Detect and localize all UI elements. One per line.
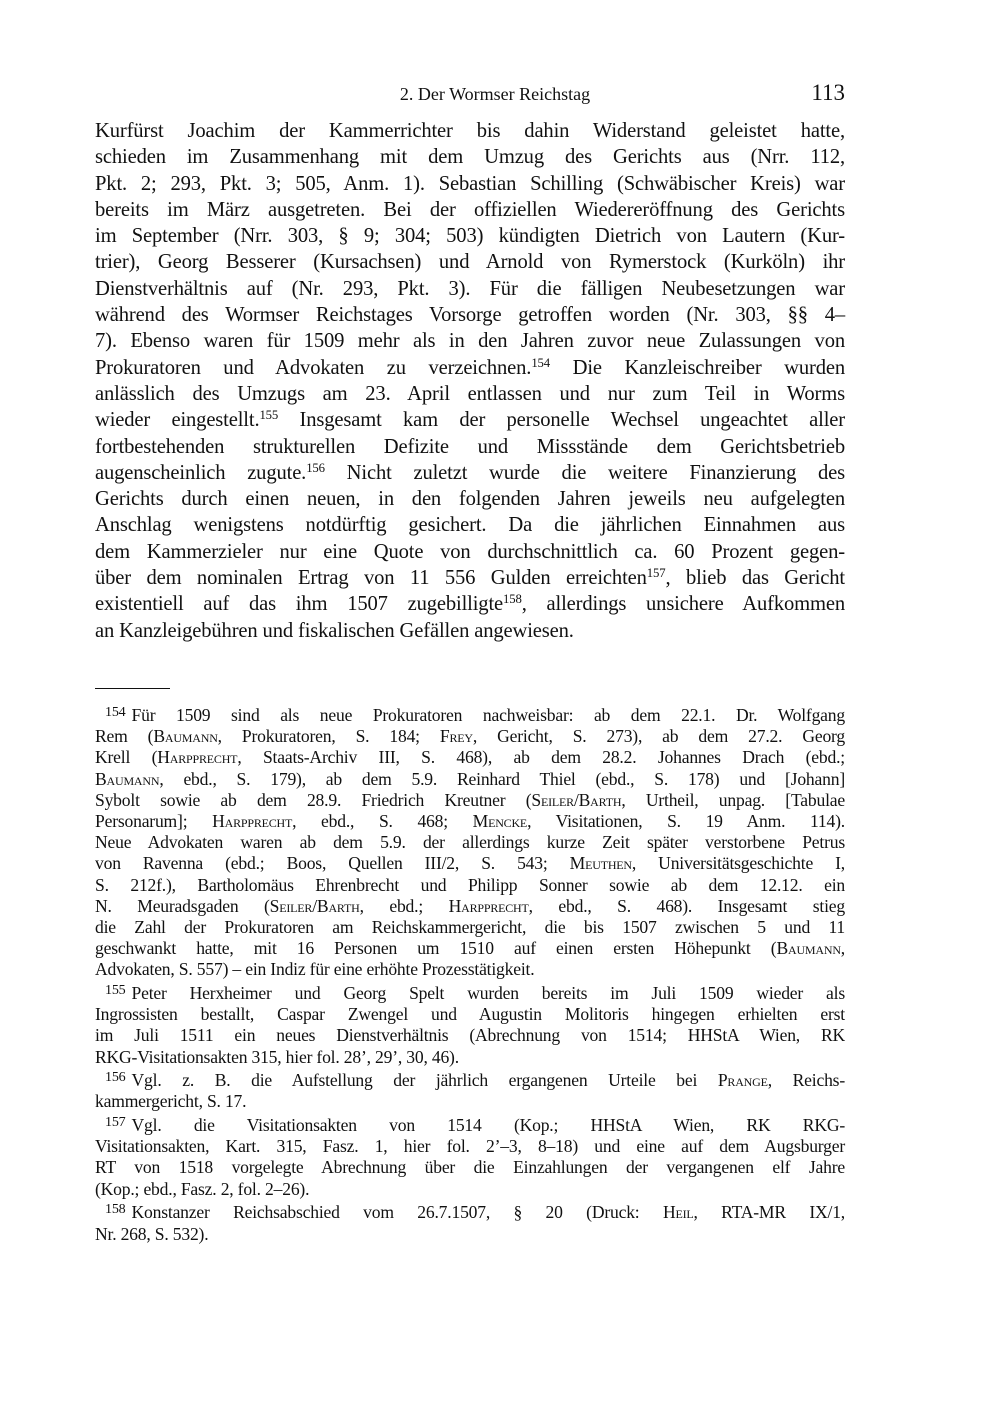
- text-run: (Kop.; ebd., Fasz. 2, fol. 2–26).: [95, 1178, 310, 1199]
- footnote-number: 157: [105, 1114, 126, 1131]
- text-run: RT von 1518 vorgelegte Abrechnung über die Einzahlungen der vergangenen elf Jahre: [95, 1157, 845, 1178]
- footnote-154: [95, 705, 845, 980]
- text-run: , ebd.;: [359, 895, 449, 916]
- text-run: , ebd., S. 179), ab dem 5.9. Reinhard Thiel (ebd., S. 178) und [Johann]: [159, 768, 845, 789]
- text-run: Krell (: [95, 747, 158, 768]
- text-run: Advokaten, S. 557) – ein Indiz für eine erhöhte Prozesstätigkeit.: [95, 959, 535, 980]
- running-head: [95, 80, 845, 110]
- text-line: [95, 705, 845, 726]
- author-name: Meuthen: [569, 853, 632, 874]
- text-run: Personarum];: [95, 810, 213, 831]
- text-run: die Zahl der Prokuratoren am Reichskammergericht, die bis 1507 zwischen 5 und 11: [95, 916, 845, 937]
- text-run: Nr. 268, S. 532).: [95, 1223, 209, 1244]
- text-line: [95, 223, 845, 249]
- footnote-158: [95, 1202, 845, 1244]
- text-line: [95, 539, 845, 565]
- text-line: [95, 959, 845, 980]
- text-run: Die Kanzleischreiber wurden: [550, 356, 845, 379]
- text-line: [95, 1136, 845, 1157]
- text-run: , RTA-MR IX/1,: [693, 1202, 845, 1223]
- text-line: [95, 875, 845, 896]
- text-run: Peter Herxheimer und Georg Spelt wurden bereits im Juli 1509 wieder als: [131, 982, 845, 1003]
- text-run: , Urtheil, unpag. [Tabulae: [621, 789, 845, 810]
- text-run: Für 1509 sind als neue Prokuratoren nachweisbar: ab dem 22.1. Dr. Wolfgang: [131, 705, 845, 725]
- text-line: [95, 896, 845, 917]
- text-run: , Universitätsgeschichte I,: [631, 853, 846, 874]
- text-run: im Juli 1511 ein neues Dienstverhältnis (Abrechnung von 1514; HHStA Wien, RK: [95, 1025, 845, 1046]
- chapter-title: 2. Der Wormser Reichstag: [399, 84, 591, 104]
- footnote-reference: 154: [531, 355, 551, 370]
- text-run: , Staats-Archiv III, S. 468), ab dem 28.2. Johannes Drach (ebd.;: [237, 747, 845, 768]
- text-line: [95, 790, 845, 811]
- text-run: , Reichs-: [767, 1070, 845, 1091]
- text-line: [95, 381, 845, 407]
- text-line: [95, 726, 845, 747]
- text-run: Vgl. die Visitationsakten von 1514 (Kop.; HHStA Wien, RK RKG-: [131, 1115, 845, 1136]
- footnote-156: [95, 1070, 845, 1112]
- text-line: [95, 249, 845, 275]
- author-name: Harpprecht: [448, 895, 529, 916]
- text-run: geschwankt hatte, mit 16 Personen um 1510 auf einen ersten Höhepunkt (: [95, 938, 777, 959]
- text-run: 7). Ebenso waren für 1509 mehr als in den Jahren zuvor neue Zulassungen von: [95, 330, 845, 353]
- text-line: [95, 832, 845, 853]
- text-run: , allerdings unsichere Aufkommen: [521, 593, 845, 616]
- text-run: Konstanzer Reichsabschied vom 26.7.1507, § 20 (Druck:: [131, 1202, 663, 1223]
- text-run: ,: [840, 938, 845, 959]
- text-run: Gerichts durch einen neuen, in den folgenden Jahren jeweils neu aufgelegten: [95, 488, 845, 511]
- text-run: im September (Nrr. 303, § 9; 304; 503) kündigten Dietrich von Lautern (Kur-: [95, 225, 845, 248]
- text-line: [95, 1115, 845, 1136]
- author-name: Mencke: [472, 810, 528, 831]
- text-run: Rem (: [95, 726, 154, 747]
- text-run: fortbestehenden strukturellen Defizite und Missstände dem Gerichtsbetrieb: [95, 435, 845, 458]
- text-line: [95, 917, 845, 938]
- text-line: [95, 197, 845, 223]
- text-run: anlässlich des Umzugs am 23. April entlassen und nur zum Teil in Worms: [95, 382, 845, 405]
- text-line: [95, 276, 845, 302]
- author-name: Baumann: [153, 726, 218, 747]
- text-run: existentiell auf das ihm 1507 zugebilligte: [95, 593, 504, 616]
- text-run: S. 212f.), Bartholomäus Ehrenbrecht und Philipp Sonner sowie ab dem 12.12. ein: [95, 874, 845, 895]
- footnote-155: [95, 983, 845, 1068]
- footnote-reference: 156: [306, 460, 325, 475]
- text-run: über dem nominalen Ertrag von 11 556 Gulden erreichten: [95, 567, 647, 590]
- footnote-reference: 158: [503, 592, 522, 607]
- text-line: [95, 1004, 845, 1025]
- body-text: [95, 118, 845, 644]
- text-run: , Visitationen, S. 19 Anm. 114).: [527, 810, 845, 831]
- text-line: [95, 1179, 845, 1200]
- text-run: Neue Advokaten waren ab dem 5.9. der allerdings kurze Zeit später verstorbene Petrus: [95, 832, 845, 853]
- text-line: [95, 486, 845, 512]
- author-name: Seiler/Barth: [531, 789, 622, 810]
- author-name: Prange: [717, 1070, 768, 1091]
- footnote-number: 156: [105, 1069, 126, 1086]
- text-run: Insgesamt kam der personelle Wechsel ungeachtet aller: [278, 409, 845, 432]
- text-run: N. Meuradsgaden (: [95, 895, 270, 916]
- text-run: , Prokuratoren, S. 184;: [217, 726, 440, 747]
- text-line: [95, 1157, 845, 1178]
- text-run: bereits im März ausgetreten. Bei der offiziellen Wiedereröffnung des Gerichts: [95, 198, 845, 221]
- text-line: [95, 1070, 845, 1091]
- text-line: [95, 1047, 845, 1068]
- text-run: Ingrossisten bestallt, Caspar Zwengel und Augustin Molitoris hingegen erhielten erst: [95, 1004, 845, 1025]
- text-run: , blieb das Gericht: [665, 567, 845, 590]
- text-run: , Gericht, S. 273), ab dem 27.2. Georg: [472, 726, 845, 747]
- text-run: Pkt. 2; 293, Pkt. 3; 505, Anm. 1). Sebastian Schilling (Schwäbischer Kreis) war: [95, 172, 845, 195]
- text-line: [95, 1091, 845, 1112]
- text-run: an Kanzleigebühren und fiskalischen Gefällen angewiesen.: [95, 619, 574, 642]
- author-name: Frey: [439, 726, 473, 747]
- footnote-number: 154: [105, 704, 126, 721]
- author-name: Seiler/Barth: [269, 895, 360, 916]
- text-line: [95, 938, 845, 959]
- author-name: Baumann: [776, 938, 841, 959]
- footnotes: [95, 705, 845, 1245]
- text-line: [95, 1025, 845, 1046]
- footnote-reference: 155: [259, 408, 279, 423]
- text-line: [95, 171, 845, 197]
- author-name: Baumann: [95, 768, 160, 789]
- text-run: Prokuratoren und Advokaten zu verzeichnen.: [95, 356, 532, 379]
- text-line: [95, 853, 845, 874]
- text-run: augenscheinlich zugute.: [95, 461, 307, 484]
- footnote-reference: 157: [646, 566, 666, 581]
- text-run: Anschlag wenigstens notdürftig gesichert. Da die jährlichen Einnahmen aus: [95, 514, 845, 537]
- text-run: Sybolt sowie ab dem 28.9. Friedrich Kreutner (: [95, 789, 532, 810]
- text-run: schieden im Zusammenhang mit dem Umzug des Gerichts aus (Nrr. 112,: [95, 146, 845, 169]
- text-run: von Ravenna (ebd.; Boos, Quellen III/2, S. 543;: [95, 853, 570, 874]
- text-line: [95, 565, 845, 591]
- text-run: Nicht zuletzt wurde die weitere Finanzierung des: [324, 461, 846, 484]
- text-line: [95, 460, 845, 486]
- text-line: [95, 434, 845, 460]
- text-line: [95, 747, 845, 768]
- text-line: [95, 512, 845, 538]
- text-line: [95, 811, 845, 832]
- text-run: dem Kammerzieler nur eine Quote von durchschnittlich ca. 60 Prozent gegen-: [95, 540, 845, 563]
- text-run: wieder eingestellt.: [95, 409, 260, 432]
- text-line: [95, 769, 845, 790]
- text-line: [95, 1224, 845, 1245]
- text-run: Kurfürst Joachim der Kammerrichter bis dahin Widerstand geleistet hatte,: [95, 120, 845, 142]
- text-line: [95, 302, 845, 328]
- text-run: , ebd., S. 468). Insgesamt stieg: [528, 895, 845, 916]
- footnote-number: 155: [105, 982, 126, 999]
- text-line: [95, 983, 845, 1004]
- text-run: kammergericht, S. 17.: [95, 1091, 247, 1112]
- text-run: trier), Georg Besserer (Kursachsen) und Arnold von Rymerstock (Kurköln) ihr: [95, 251, 845, 274]
- text-line: [95, 407, 845, 433]
- text-run: Visitationsakten, Kart. 315, Fasz. 1, hier fol. 2’–3, 8–18) und eine auf dem Augsburger: [95, 1136, 845, 1157]
- text-line: [95, 618, 845, 644]
- text-run: , ebd., S. 468;: [292, 810, 473, 831]
- text-line: [95, 1202, 845, 1223]
- page-number: 113: [811, 80, 845, 105]
- footnote-number: 158: [105, 1201, 126, 1218]
- text-line: [95, 355, 845, 381]
- text-run: Vgl. z. B. die Aufstellung der jährlich ergangenen Urteile bei: [131, 1070, 718, 1091]
- author-name: Harpprecht: [212, 810, 293, 831]
- text-line: [95, 591, 845, 617]
- text-line: [95, 144, 845, 170]
- text-run: während des Wormser Reichstages Vorsorge getroffen worden (Nr. 303, §§ 4–: [95, 304, 845, 327]
- author-name: Heil: [662, 1202, 694, 1223]
- text-line: [95, 118, 845, 144]
- text-run: RKG-Visitationsakten 315, hier fol. 28’, 29’, 30, 46).: [95, 1046, 459, 1067]
- footnote-157: [95, 1115, 845, 1200]
- footnote-rule: [95, 688, 170, 689]
- author-name: Harpprecht: [157, 747, 238, 768]
- text-line: [95, 328, 845, 354]
- text-run: Dienstverhältnis auf (Nr. 293, Pkt. 3). Für die fälligen Neubesetzungen war: [95, 277, 845, 300]
